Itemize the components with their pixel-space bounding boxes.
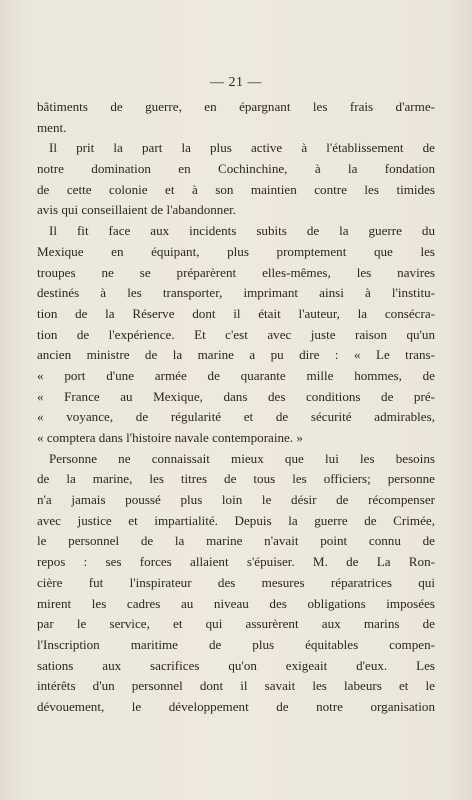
text-line: sations aux sacrifices qu'on exigeait d'eux. Les <box>37 657 435 673</box>
text-line: notre domination en Cochinchine, à la fondation <box>37 161 435 177</box>
text-line: tion de la Réserve dont il était l'auteur, la consécra- <box>37 305 435 321</box>
text-line: n'a jamais poussé plus loin le désir de récompenser <box>37 492 435 508</box>
text-line: avis qui conseillaient de l'abandonner. <box>37 202 237 218</box>
text-line: troupes ne se préparèrent elles-mêmes, les navires <box>37 264 435 280</box>
text-line: par le service, et qui assurèrent aux marins de <box>37 616 435 632</box>
text-line: de cette colonie et à son maintien contre les timides <box>37 181 435 197</box>
text-line: dévouement, le développement de notre organisation <box>37 698 435 714</box>
text-line: ancien ministre de la marine a pu dire : « Le trans- <box>37 347 435 363</box>
text-line: « port d'une armée de quarante mille hommes, de <box>37 367 435 383</box>
text-line: « voyance, de régularité et de sécurité admirables, <box>37 409 435 425</box>
text-line: repos : ses forces allaient s'épuiser. M. de La Ron- <box>37 554 435 570</box>
text-line: Il fit face aux incidents subits de la guerre du <box>49 223 435 239</box>
text-line: le personnel de la marine n'avait point connu de <box>37 533 435 549</box>
text-line: bâtiments de guerre, en épargnant les frais d'arme- <box>37 99 435 114</box>
text-line: avec justice et impartialité. Depuis la guerre de Crimée, <box>37 512 435 528</box>
text-line: mirent les cadres au niveau des obligations imposées <box>37 595 435 611</box>
text-line: Personne ne connaissait mieux que lui les besoins <box>49 450 435 466</box>
text-line: intérêts d'un personnel dont il savait les labeurs et le <box>37 678 435 694</box>
text-line: tion de l'expérience. Et c'est avec juste raison qu'un <box>37 326 435 342</box>
text-line: « France au Mexique, dans des conditions de pré- <box>37 388 435 404</box>
body-text <box>37 97 435 718</box>
text-line: Mexique en équipant, plus promptement que les <box>37 243 435 259</box>
text-line: de la marine, les titres de tous les officiers; personne <box>37 471 435 487</box>
text-line: ment. <box>37 119 67 135</box>
text-line: cière fut l'inspirateur des mesures réparatrices qui <box>37 574 435 590</box>
text-line: « comptera dans l'histoire navale contemporaine. » <box>37 430 303 445</box>
text-line: Il prit la part la plus active à l'établissement de <box>49 140 435 156</box>
text-line: l'Inscription maritime de plus équitables compen- <box>37 636 435 652</box>
text-line: destinés à les transporter, imprimant ainsi à l'institu- <box>37 285 435 301</box>
page-number: — 21 — <box>210 75 262 90</box>
